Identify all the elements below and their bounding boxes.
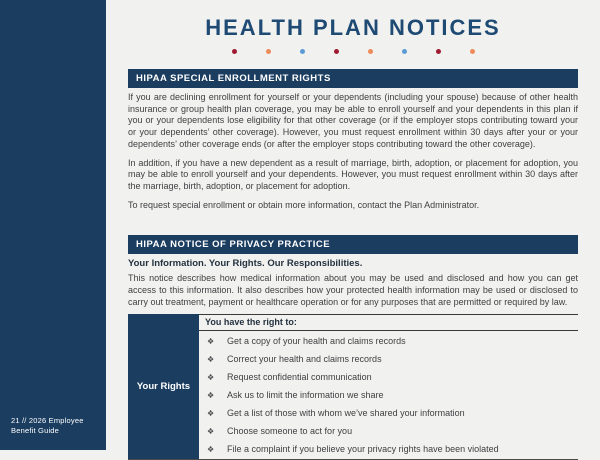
paragraph: If you are declining enrollment for yourself or your dependents (including your spouse) because of other health insurance or group health plan coverage, you may be able to enroll yourself and your dependents in this plan if you or your dependents lose eligibility for that other coverage (or if the employer stops contributing toward your or your dependents’ other coverage). However, you must request enrollment within 30 days after your or your dependents’ other coverage ends (or after the employer stops contributing toward the other coverage). xyxy=(128,92,578,149)
content-area xyxy=(106,0,600,455)
rights-row-label: Your Rights xyxy=(128,314,199,459)
list-item-text: Choose someone to act for you xyxy=(227,426,353,437)
list-item-text: Get a list of those with whom we’ve shared your information xyxy=(227,408,465,419)
list-item xyxy=(199,351,578,369)
accent-dot-icon xyxy=(334,49,339,54)
section-privacy-practice xyxy=(128,235,578,308)
accent-dot-icon xyxy=(470,49,475,54)
accent-dot-icon xyxy=(232,49,237,54)
list-item-text: Request confidential communication xyxy=(227,372,372,383)
accent-dot-icon xyxy=(402,49,407,54)
list-item xyxy=(199,369,578,387)
list-item xyxy=(199,387,578,405)
rights-list-header: You have the right to: xyxy=(199,315,578,331)
page-title: HEALTH PLAN NOTICES xyxy=(205,15,501,40)
accent-dot-icon xyxy=(436,49,441,54)
sidebar xyxy=(0,0,106,450)
content-column xyxy=(128,69,578,460)
section-header-privacy-practice: HIPAA NOTICE OF PRIVACY PRACTICE xyxy=(128,235,578,254)
list-item-text: Get a copy of your health and claims records xyxy=(227,336,406,347)
list-item xyxy=(199,423,578,441)
privacy-subheading: Your Information. Your Rights. Our Responsibilities. xyxy=(128,258,363,270)
rights-list-cell xyxy=(199,314,578,459)
list-item-text: Correct your health and claims records xyxy=(227,354,382,365)
paragraph: This notice describes how medical information about you may be used and disclosed and how you can get access to this information. It also describes how your protected health information may be used or disclosed to carry out treatment, payment or healthcare operation or for any purposes that are permitted or required by law. xyxy=(128,273,578,307)
section-special-enrollment xyxy=(128,69,578,211)
list-item xyxy=(199,333,578,351)
paragraph: To request special enrollment or obtain more information, contact the Plan Administrator. xyxy=(128,199,480,210)
rights-list xyxy=(199,331,578,459)
diamond-bullet-icon: ❖ xyxy=(207,355,215,365)
accent-dot-icon xyxy=(266,49,271,54)
paragraph: In addition, if you have a new dependent as a result of marriage, birth, adoption, or placement for adoption, you may be able to enroll yourself and your dependents. However, you must request enrollment within 30 days after the marriage, birth, adoption, or placement for adoption. xyxy=(128,157,578,191)
page-number-line: 21 // 2026 Employee xyxy=(11,416,84,425)
diamond-bullet-icon: ❖ xyxy=(207,427,215,437)
diamond-bullet-icon: ❖ xyxy=(207,391,215,401)
accent-dot-icon xyxy=(300,49,305,54)
diamond-bullet-icon: ❖ xyxy=(207,409,215,419)
accent-dot-icon xyxy=(368,49,373,54)
list-item xyxy=(199,441,578,459)
diamond-bullet-icon: ❖ xyxy=(207,373,215,383)
list-item-text: Ask us to limit the information we share xyxy=(227,390,384,401)
rights-table xyxy=(128,314,578,460)
page-footer xyxy=(11,416,84,436)
list-item xyxy=(199,405,578,423)
diamond-bullet-icon: ❖ xyxy=(207,445,215,455)
guide-name-line: Benefit Guide xyxy=(11,426,60,435)
section-header-special-enrollment: HIPAA SPECIAL ENROLLMENT RIGHTS xyxy=(128,69,578,88)
list-item-text: File a complaint if you believe your privacy rights have been violated xyxy=(227,444,499,455)
title-accent-dots xyxy=(106,49,600,54)
diamond-bullet-icon: ❖ xyxy=(207,337,215,347)
